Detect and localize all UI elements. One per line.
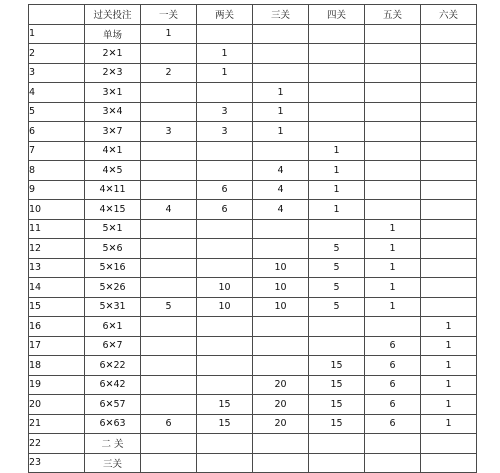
table-row [29,434,477,454]
four-legs-cell: 5 [309,239,365,259]
index-cell: 2 [29,44,85,64]
header-cell-three-legs: 三关 [253,5,309,25]
three-legs-cell [253,219,309,239]
two-legs-cell [197,336,253,356]
header-cell-five-legs: 五关 [365,5,421,25]
parlay-table [28,4,477,473]
six-legs-cell [421,180,477,200]
two-legs-cell: 15 [197,395,253,415]
table-row [29,278,477,298]
three-legs-cell: 4 [253,200,309,220]
four-legs-cell: 5 [309,278,365,298]
parlay-bet-cell: 6✕57 [85,395,141,415]
index-cell: 22 [29,434,85,454]
two-legs-cell [197,356,253,376]
six-legs-cell [421,258,477,278]
six-legs-cell: 1 [421,317,477,337]
two-legs-cell: 10 [197,297,253,317]
index-cell: 18 [29,356,85,376]
three-legs-cell [253,356,309,376]
table-row [29,122,477,142]
three-legs-cell [253,239,309,259]
one-leg-cell: 5 [141,297,197,317]
five-legs-cell: 6 [365,375,421,395]
index-cell: 8 [29,161,85,181]
table-row [29,83,477,103]
three-legs-cell: 1 [253,102,309,122]
one-leg-cell [141,336,197,356]
six-legs-cell [421,219,477,239]
two-legs-cell [197,258,253,278]
two-legs-cell [197,161,253,181]
parlay-bet-cell: 3✕4 [85,102,141,122]
five-legs-cell [365,453,421,473]
parlay-bet-cell: 单场 [85,24,141,44]
two-legs-cell: 6 [197,180,253,200]
five-legs-cell: 6 [365,395,421,415]
index-cell: 4 [29,83,85,103]
six-legs-cell [421,200,477,220]
three-legs-cell [253,317,309,337]
six-legs-cell: 1 [421,375,477,395]
index-cell: 11 [29,219,85,239]
table-row [29,24,477,44]
two-legs-cell: 3 [197,122,253,142]
three-legs-cell: 4 [253,180,309,200]
four-legs-cell: 5 [309,258,365,278]
table-row [29,180,477,200]
index-cell: 13 [29,258,85,278]
two-legs-cell: 1 [197,44,253,64]
two-legs-cell [197,239,253,259]
table-row [29,258,477,278]
parlay-bet-cell: 5✕6 [85,239,141,259]
one-leg-cell: 3 [141,122,197,142]
index-cell: 15 [29,297,85,317]
parlay-bet-cell: 6✕22 [85,356,141,376]
parlay-bet-cell: 2✕1 [85,44,141,64]
two-legs-cell: 15 [197,414,253,434]
header-cell-four-legs: 四关 [309,5,365,25]
index-cell: 16 [29,317,85,337]
table-row [29,63,477,83]
parlay-bet-cell: 3✕1 [85,83,141,103]
header-cell-parlay-bet: 过关投注 [85,5,141,25]
parlay-bet-cell: 5✕16 [85,258,141,278]
four-legs-cell: 15 [309,414,365,434]
one-leg-cell: 6 [141,414,197,434]
two-legs-cell [197,317,253,337]
three-legs-cell: 10 [253,258,309,278]
two-legs-cell: 3 [197,102,253,122]
index-cell: 12 [29,239,85,259]
six-legs-cell: 1 [421,414,477,434]
four-legs-cell [309,336,365,356]
header-row [29,5,477,25]
three-legs-cell: 1 [253,122,309,142]
four-legs-cell: 1 [309,180,365,200]
table-row [29,200,477,220]
five-legs-cell: 6 [365,414,421,434]
table-row [29,395,477,415]
parlay-bet-cell: 6✕63 [85,414,141,434]
index-cell: 1 [29,24,85,44]
six-legs-cell [421,63,477,83]
table-row [29,356,477,376]
one-leg-cell [141,180,197,200]
table-row [29,317,477,337]
one-leg-cell [141,453,197,473]
parlay-bet-cell: 5✕26 [85,278,141,298]
four-legs-cell: 5 [309,297,365,317]
three-legs-cell [253,141,309,161]
two-legs-cell: 10 [197,278,253,298]
one-leg-cell [141,258,197,278]
one-leg-cell [141,44,197,64]
one-leg-cell [141,356,197,376]
table-row [29,297,477,317]
five-legs-cell [365,161,421,181]
five-legs-cell: 1 [365,297,421,317]
one-leg-cell: 4 [141,200,197,220]
one-leg-cell [141,375,197,395]
six-legs-cell [421,122,477,142]
four-legs-cell [309,434,365,454]
four-legs-cell [309,453,365,473]
one-leg-cell [141,83,197,103]
four-legs-cell: 1 [309,161,365,181]
five-legs-cell: 1 [365,219,421,239]
three-legs-cell: 1 [253,83,309,103]
five-legs-cell [365,141,421,161]
five-legs-cell [365,83,421,103]
six-legs-cell [421,44,477,64]
six-legs-cell [421,141,477,161]
six-legs-cell [421,434,477,454]
six-legs-cell: 1 [421,395,477,415]
five-legs-cell [365,122,421,142]
two-legs-cell: 6 [197,200,253,220]
one-leg-cell [141,395,197,415]
six-legs-cell [421,102,477,122]
two-legs-cell: 1 [197,63,253,83]
five-legs-cell [365,317,421,337]
table-row [29,44,477,64]
parlay-bet-cell: 5✕1 [85,219,141,239]
four-legs-cell [309,63,365,83]
parlay-bet-cell: 4✕5 [85,161,141,181]
header-cell-six-legs: 六关 [421,5,477,25]
six-legs-cell [421,161,477,181]
table-row [29,336,477,356]
one-leg-cell [141,141,197,161]
six-legs-cell [421,453,477,473]
four-legs-cell: 15 [309,395,365,415]
parlay-bet-cell: 三关 [85,453,141,473]
three-legs-cell: 10 [253,278,309,298]
four-legs-cell [309,83,365,103]
three-legs-cell [253,336,309,356]
four-legs-cell: 1 [309,141,365,161]
four-legs-cell [309,102,365,122]
two-legs-cell [197,141,253,161]
six-legs-cell [421,278,477,298]
index-cell: 20 [29,395,85,415]
index-cell: 6 [29,122,85,142]
three-legs-cell [253,24,309,44]
five-legs-cell: 1 [365,278,421,298]
index-cell: 10 [29,200,85,220]
five-legs-cell [365,102,421,122]
one-leg-cell [141,102,197,122]
table-row [29,141,477,161]
parlay-bet-cell: 4✕1 [85,141,141,161]
parlay-bet-cell: 4✕11 [85,180,141,200]
four-legs-cell [309,317,365,337]
one-leg-cell [141,278,197,298]
two-legs-cell [197,434,253,454]
table-row [29,375,477,395]
four-legs-cell: 15 [309,356,365,376]
four-legs-cell [309,122,365,142]
five-legs-cell [365,63,421,83]
two-legs-cell [197,375,253,395]
table-row [29,102,477,122]
header-cell-index [29,5,85,25]
six-legs-cell [421,239,477,259]
two-legs-cell [197,219,253,239]
index-cell: 5 [29,102,85,122]
five-legs-cell [365,24,421,44]
four-legs-cell: 15 [309,375,365,395]
four-legs-cell [309,44,365,64]
parlay-bet-cell: 4✕15 [85,200,141,220]
six-legs-cell: 1 [421,336,477,356]
one-leg-cell: 1 [141,24,197,44]
index-cell: 23 [29,453,85,473]
index-cell: 17 [29,336,85,356]
four-legs-cell [309,24,365,44]
five-legs-cell [365,200,421,220]
three-legs-cell: 4 [253,161,309,181]
five-legs-cell [365,180,421,200]
three-legs-cell [253,63,309,83]
parlay-bet-cell: 二 关 [85,434,141,454]
three-legs-cell [253,434,309,454]
two-legs-cell [197,83,253,103]
parlay-bet-cell: 3✕7 [85,122,141,142]
one-leg-cell [141,434,197,454]
three-legs-cell [253,453,309,473]
four-legs-cell [309,219,365,239]
index-cell: 21 [29,414,85,434]
six-legs-cell: 1 [421,356,477,376]
one-leg-cell [141,317,197,337]
one-leg-cell: 2 [141,63,197,83]
index-cell: 9 [29,180,85,200]
three-legs-cell: 20 [253,414,309,434]
six-legs-cell [421,297,477,317]
five-legs-cell: 6 [365,356,421,376]
header-cell-two-legs: 两关 [197,5,253,25]
three-legs-cell [253,44,309,64]
five-legs-cell: 6 [365,336,421,356]
parlay-bet-cell: 6✕1 [85,317,141,337]
two-legs-cell [197,453,253,473]
five-legs-cell: 1 [365,239,421,259]
parlay-bet-cell: 6✕42 [85,375,141,395]
six-legs-cell [421,24,477,44]
header-cell-one-leg: 一关 [141,5,197,25]
table-row [29,161,477,181]
three-legs-cell: 10 [253,297,309,317]
table-row [29,219,477,239]
table-row [29,239,477,259]
four-legs-cell: 1 [309,200,365,220]
table-body [29,24,477,473]
table-row [29,414,477,434]
table-row [29,453,477,473]
five-legs-cell [365,44,421,64]
index-cell: 14 [29,278,85,298]
three-legs-cell: 20 [253,375,309,395]
one-leg-cell [141,161,197,181]
index-cell: 7 [29,141,85,161]
two-legs-cell [197,24,253,44]
six-legs-cell [421,83,477,103]
one-leg-cell [141,239,197,259]
parlay-bet-cell: 2✕3 [85,63,141,83]
index-cell: 19 [29,375,85,395]
parlay-bet-cell: 5✕31 [85,297,141,317]
parlay-bet-cell: 6✕7 [85,336,141,356]
one-leg-cell [141,219,197,239]
three-legs-cell: 20 [253,395,309,415]
five-legs-cell [365,434,421,454]
five-legs-cell: 1 [365,258,421,278]
index-cell: 3 [29,63,85,83]
